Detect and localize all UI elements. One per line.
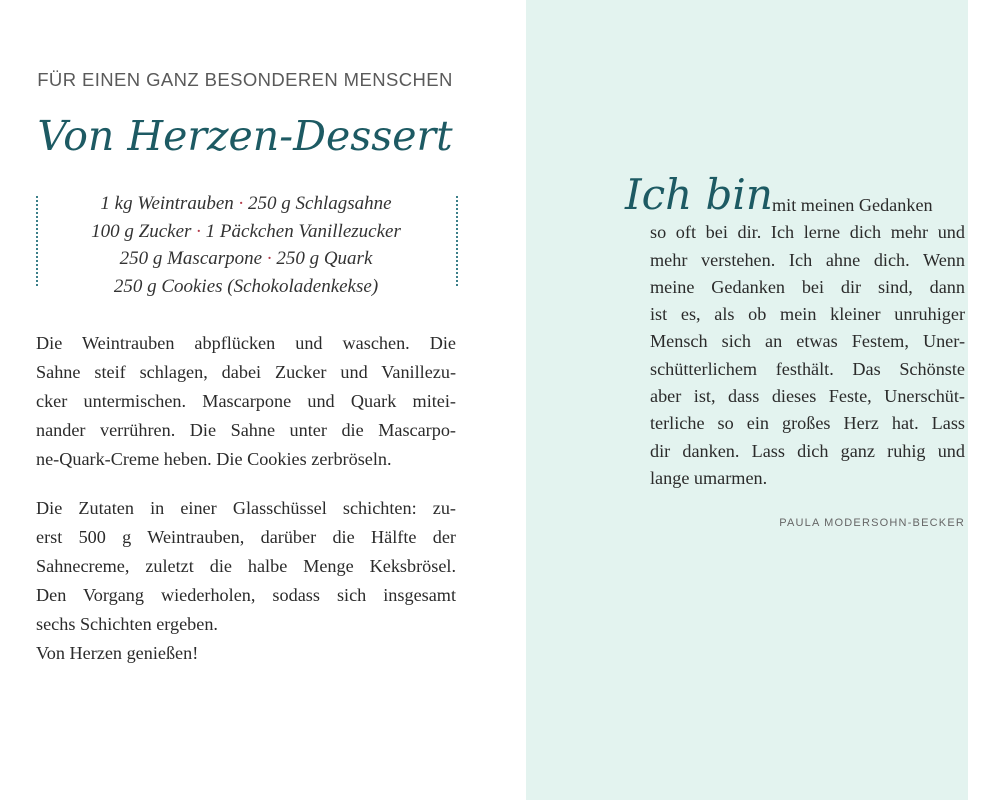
- instructions-paragraph-1: [36, 329, 456, 474]
- ingredient-item: 1 Päckchen Vanillezucker: [205, 220, 401, 242]
- quote-line: terliche so ein großes Herz hat. Lass: [650, 413, 965, 434]
- quote-line: lange umarmen.: [650, 467, 768, 488]
- quote-line: schütterlichem festhält. Das Schönste: [650, 358, 965, 379]
- text-line: nander verrühren. Die Sahne unter die Mascarpo-: [36, 420, 456, 440]
- text-line: Sahnecreme, zuletzt die halbe Menge Keksbrösel.: [36, 556, 456, 576]
- text-line: Sahne steif schlagen, dabei Zucker und Vanillezu-: [36, 362, 456, 382]
- ingredient-item: 250 g Schlagsahne: [248, 193, 392, 214]
- text-line: Den Vorgang wiederholen, sodass sich insgesamt: [36, 585, 456, 605]
- quote-lead: Ich bin: [625, 170, 773, 219]
- quote-line: mehr verstehen. Ich ahne dich. Wenn: [650, 249, 965, 270]
- ingredient-item: 250 g Quark: [276, 248, 373, 269]
- text-line: ne-Quark-Creme heben. Die Cookies zerbröseln.: [36, 449, 392, 469]
- ingredient-line: [36, 273, 456, 301]
- quote-line: mit meinen Gedanken: [772, 195, 933, 215]
- page-margin: [968, 0, 1000, 800]
- text-line: Von Herzen genießen!: [36, 643, 199, 663]
- text-line: Die Zutaten in einer Glasschüssel schichten: zu-: [36, 498, 456, 518]
- quote-line: Mensch sich an etwas Festem, Uner-: [650, 331, 965, 352]
- ingredient-item: 250 g Cookies (Schokoladenkekse): [113, 275, 379, 297]
- separator-dot: ·: [262, 248, 277, 269]
- text-line: erst 500 g Weintrauben, darüber die Hälfte der: [36, 527, 456, 547]
- ingredient-item: 1 kg Weintrauben: [100, 193, 234, 214]
- separator-dot: ·: [191, 220, 206, 242]
- ingredient-item: 100 g Zucker: [91, 220, 192, 242]
- ingredient-line: [36, 245, 456, 273]
- recipe-kicker: FÜR EINEN GANZ BESONDEREN MENSCHEN: [37, 69, 453, 90]
- quote-line: so oft bei dir. Ich lerne dich mehr und: [650, 222, 965, 243]
- recipe-title: Von Herzen-Dessert: [37, 112, 453, 160]
- ingredient-line: [36, 190, 456, 218]
- quote-attribution: PAULA MODERSOHN-BECKER: [779, 517, 965, 529]
- ingredient-item: 250 g Mascarpone: [119, 248, 263, 269]
- ingredient-line: [36, 218, 456, 246]
- instructions-paragraph-2: [36, 494, 456, 668]
- ingredients-box: [36, 190, 456, 300]
- quote-text: [650, 192, 965, 492]
- separator-dot: ·: [233, 193, 249, 214]
- dotted-rule-right: [456, 196, 458, 286]
- ingredients-list: [36, 190, 456, 300]
- quote-line: meine Gedanken bei dir sind, dann: [650, 276, 965, 297]
- quote-line: ist es, als ob mein kleiner unruhiger: [650, 304, 965, 325]
- quote-line: dir danken. Lass dich ganz ruhig und: [650, 440, 965, 461]
- quote-line: aber ist, dass dieses Feste, Unerschüt-: [650, 386, 965, 407]
- text-line: cker untermischen. Mascarpone und Quark mitei-: [36, 391, 456, 411]
- text-line: Die Weintrauben abpflücken und waschen. Die: [36, 333, 456, 353]
- text-line: sechs Schichten ergeben.: [36, 614, 218, 634]
